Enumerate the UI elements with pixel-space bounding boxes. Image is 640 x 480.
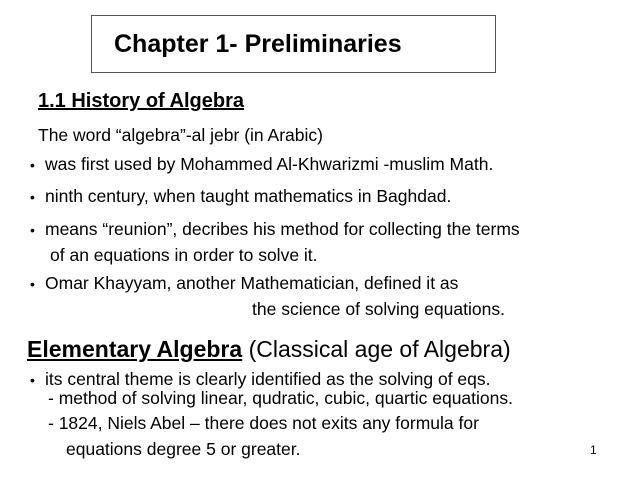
dash-item-1: - method of solving linear, qudratic, cubic, quartic equations. <box>48 388 513 408</box>
bullet-item-3-continued: of an equations in order to solve it. <box>50 245 318 265</box>
bullet-marker: • <box>30 222 35 238</box>
intro-line: The word “algebra”-al jebr (in Arabic) <box>38 125 323 145</box>
bullet-marker: • <box>30 372 35 388</box>
bullet-item-4: Omar Khayyam, another Mathematician, defined it as <box>45 273 459 293</box>
subheading-bold: Elementary Algebra <box>27 336 243 362</box>
page-number: 1 <box>590 443 597 457</box>
bullet-item-5: its central theme is clearly identified as the solving of eqs. <box>45 369 491 389</box>
bullet-marker: • <box>30 157 35 173</box>
bullet-item-1: was first used by Mohammed Al-Khwarizmi -muslim Math. <box>45 154 494 174</box>
slide-title: Chapter 1- Preliminaries <box>114 30 402 58</box>
bullet-item-2: ninth century, when taught mathematics in Baghdad. <box>45 186 452 206</box>
bullet-marker: • <box>30 189 35 205</box>
bullet-item-3: means “reunion”, decribes his method for collecting the terms <box>45 219 520 239</box>
subheading <box>27 336 511 363</box>
section-heading: 1.1 History of Algebra <box>38 90 244 112</box>
dash-item-2-continued: equations degree 5 or greater. <box>66 439 301 459</box>
bullet-marker: • <box>30 276 35 292</box>
subheading-rest: (Classical age of Algebra) <box>242 336 511 362</box>
dash-item-2: - 1824, Niels Abel – there does not exits any formula for <box>48 413 479 433</box>
bullet-item-4-continued: the science of solving equations. <box>252 299 505 319</box>
